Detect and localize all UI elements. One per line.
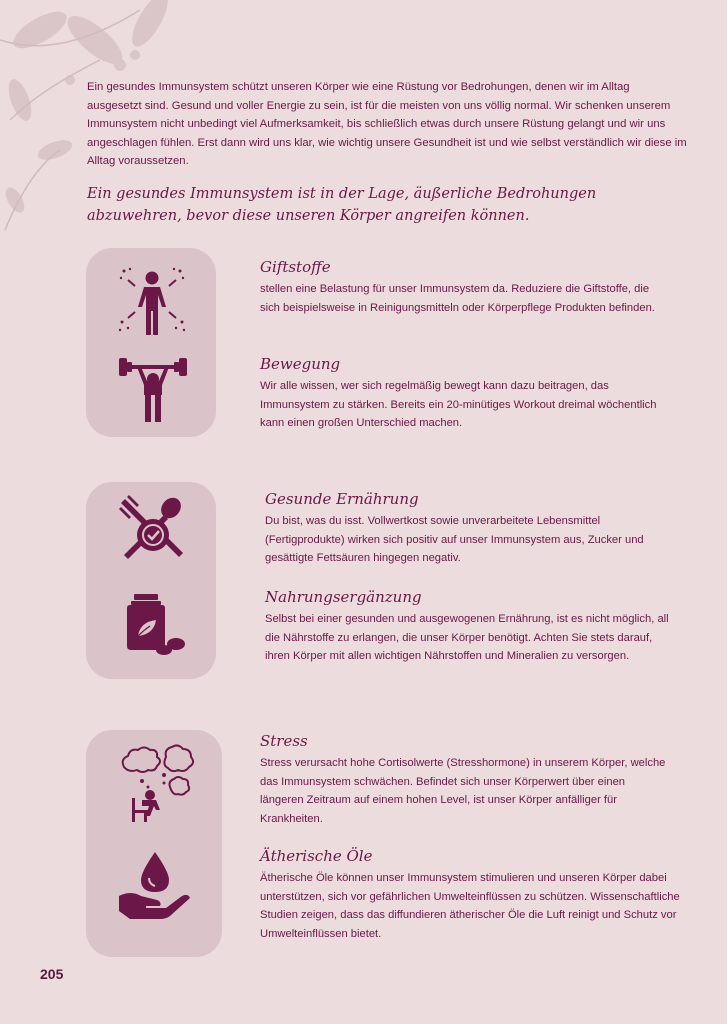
headline-line-1: Ein gesundes Immunsystem ist in der Lage, äußerliche Bedrohungen bbox=[87, 186, 597, 202]
toxic-person-icon bbox=[116, 266, 188, 338]
section-stress bbox=[260, 731, 670, 828]
section-title: Ätherische Öle bbox=[260, 847, 373, 865]
section-nahrungsergaenzung bbox=[265, 587, 675, 666]
section-title: Stress bbox=[260, 732, 308, 750]
section-text: Stress verursacht hohe Cortisolwerte (Stresshormone) in unserem Körper, welche das Immunsystem schwächen. Befindet sich unser Körperwert über einen längeren Zeitraum auf einem hohen Level, ist unser Körper anfälliger für Krankheiten. bbox=[260, 757, 666, 825]
section-text: Du bist, was du isst. Vollwertkost sowie unverarbeitete Lebensmittel (Fertigprodukte) wirken sich positiv auf unser Immunsystem aus, Zucker und gesättigte Fettsäuren hingegen negativ. bbox=[265, 515, 644, 565]
section-text: Ätherische Öle können unser Immunsystem stimulieren und unseren Körper dabei unterstützen, sich vor gefährlichen Umwelteinflüssen zu schützen. Wissenschaftliche Studien zeigen, dass das diffundieren ätherischer Öle die Luft reinigt und Schutz vor Umwelteinflüssen bietet. bbox=[260, 872, 680, 940]
headline bbox=[87, 183, 647, 227]
section-text: stellen eine Belastung für unser Immunsystem da. Reduziere die Giftstoffe, die sich beispielsweise in Reinigungsmitteln oder Körperpflege Produkten befinden. bbox=[260, 283, 655, 314]
section-text: Wir alle wissen, wer sich regelmäßig bewegt kann dazu beitragen, das Immunsystem zu stärken. Bereits ein 20-minütiges Workout dreimal wöchentlich kann einen großen Unterschied machen. bbox=[260, 380, 657, 430]
section-gesunde-ernaehrung bbox=[265, 489, 675, 568]
oil-drop-hand-icon bbox=[117, 850, 193, 920]
section-title: Bewegung bbox=[260, 355, 341, 373]
section-aetherische-oele bbox=[260, 846, 680, 943]
section-title: Gesunde Ernährung bbox=[265, 490, 419, 508]
fork-spoon-plate-icon bbox=[117, 495, 189, 567]
supplement-jar-icon bbox=[120, 592, 186, 658]
section-title: Nahrungsergänzung bbox=[265, 588, 422, 606]
headline-line-2: abzuwehren, bevor diese unseren Körper angreifen können. bbox=[87, 208, 530, 224]
weightlifter-icon bbox=[117, 352, 189, 424]
page-number: 205 bbox=[40, 966, 64, 982]
section-title: Giftstoffe bbox=[260, 258, 331, 276]
section-bewegung bbox=[260, 354, 670, 433]
stressed-person-icon bbox=[120, 743, 200, 823]
intro-paragraph: Ein gesundes Immunsystem schützt unseren Körper wie eine Rüstung vor Bedrohungen, denen wir im Alltag ausgesetzt sind. Gesund und voller Energie zu sein, ist für die meisten von uns völlig normal. Wir schenken unserem Immunsystem nicht unbedingt viel Aufmerksamkeit, bis schließlich etwas durch unsere Rüstung gelangt und wir uns angeschlagen fühlen. Erst dann wird uns klar, wie wichtig unsere Gesundheit ist und wie selbst verständlich wir diese im Alltag voraussetzen. bbox=[87, 81, 687, 168]
section-giftstoffe bbox=[260, 257, 670, 317]
section-text: Selbst bei einer gesunden und ausgewogenen Ernährung, ist es nicht möglich, all die Nährstoffe zu erlangen, die unser Körper benötigt. Achten Sie stets darauf, ihren Körper mit allen wichtigen Nährstoffen und Mineralien zu versorgen. bbox=[265, 613, 669, 663]
